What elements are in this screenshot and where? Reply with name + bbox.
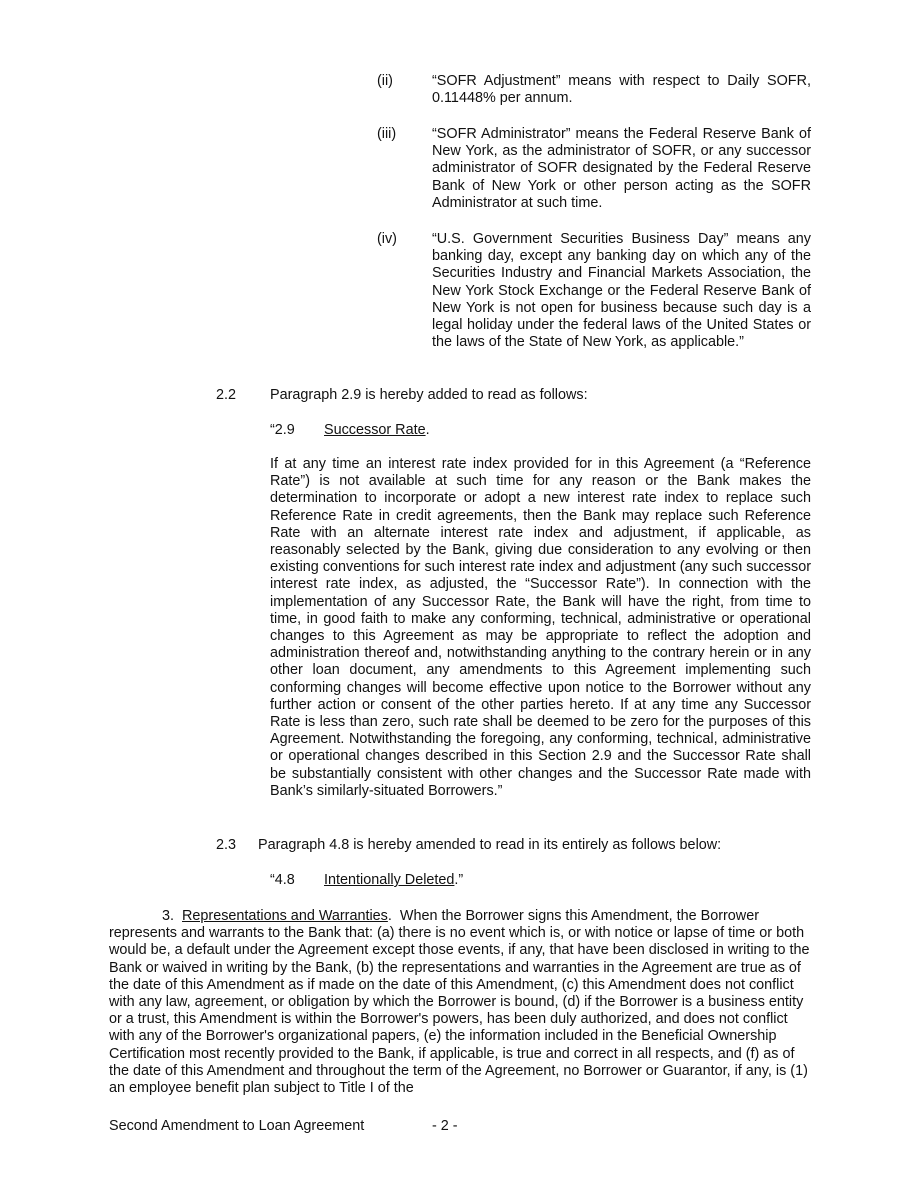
subsection-title-suffix: .” <box>454 872 464 888</box>
section-number: 2.3 <box>216 837 237 853</box>
footer-document-title: Second Amendment to Loan Agreement <box>109 1118 365 1134</box>
subsection-heading <box>324 422 430 439</box>
section-title: Representations and Warranties <box>182 908 388 924</box>
page-number: - 2 - <box>432 1118 458 1134</box>
subsection-title: Intentionally Deleted <box>324 872 455 888</box>
subsection-number: “2.9 <box>270 422 295 438</box>
section-text: Paragraph 2.9 is hereby added to read as follows: <box>270 387 588 403</box>
section-body: When the Borrower signs this Amendment, the Borrower represents and warrants to the Bank that: (a) there is no event which is, or with notice or lapse of time or both would be, a default under the Agreement except those events, if any, that have been disclosed in writing to the Bank or waived in writing by the Bank, (b) the representations and warranties in the Agreement are true as of the date of this Amendment as if made on the date of this Amendment, (c) this Amendment does not conflict with any law, agreement, or obligation by which the Borrower is bound, (d) if the Borrower is a business entity or a trust, this Amendment is within the Borrower's powers, has been duly authorized, and does not conflict with any of the Borrower's organizational papers, (e) the information included in the Beneficial Ownership Certification most recently provided to the Bank, if applicable, is true and correct in all respects, and (f) as of the date of this Amendment and throughout the term of the Agreement, no Borrower or Guarantor, if any, is (1) an employee benefit plan subject to Title I of the <box>109 908 810 1097</box>
definition-text: “SOFR Adjustment” means with respect to Daily SOFR, 0.11448% per annum. <box>432 73 811 107</box>
representations-paragraph <box>109 908 816 1097</box>
definition-number: (iii) <box>377 126 397 142</box>
successor-rate-body: If at any time an interest rate index provided for in this Agreement (a “Reference Rate”) is not available at such time for any reason or the Bank makes the determination to incorporate or adopt a new interest rate index to replace such Reference Rate in credit agreements, then the Bank may replace such Reference Rate with an alternate interest rate index and adjustment, if applicable, as reasonably selected by the Bank, giving due consideration to any evolving or then existing conventions for such interest rate index and adjustment (any such successor interest rate index, as adjusted, the “Successor Rate”). In connection with the implementation of any Successor Rate, the Bank will have the right, from time to time, in good faith to make any conforming, technical, administrative or operational changes to this Agreement as may be appropriate to reflect the adoption and administration thereof and, notwithstanding anything to the contrary herein or in any other loan document, any amendments to this Agreement implementing such conforming changes will become effective upon notice to the Borrower without any further action or consent of the other parties hereto. If at any time any Successor Rate is less than zero, such rate shall be deemed to be zero for the purposes of this Agreement. Notwithstanding the foregoing, any conforming, technical, administrative or operational changes described in this Section 2.9 and the Successor Rate shall be substantially consistent with other changes and the Successor Rate made with Bank’s similarly-situated Borrowers.” <box>270 456 811 799</box>
subsection-title-suffix: . <box>425 422 430 438</box>
section-title-suffix: . <box>387 908 392 924</box>
definition-number: (ii) <box>377 73 393 89</box>
section-number: 3. <box>162 908 175 924</box>
definition-text: “U.S. Government Securities Business Day” means any banking day, except any banking day on which any of the Securities Industry and Financial Markets Association, the New York Stock Exchange or the Federal Reserve Bank of New York is not open for business because such day is a legal holiday under the federal laws of the United States or the laws of the State of New York, as applicable.” <box>432 231 811 351</box>
section-number: 2.2 <box>216 387 237 403</box>
definition-number: (iv) <box>377 231 397 247</box>
subsection-title: Successor Rate <box>324 422 426 438</box>
section-text: Paragraph 4.8 is hereby amended to read in its entirely as follows below: <box>258 837 722 853</box>
subsection-number: “4.8 <box>270 872 295 888</box>
subsection-heading <box>324 872 463 889</box>
definition-text: “SOFR Administrator” means the Federal Reserve Bank of New York, as the administrator of SOFR, or any successor administrator of SOFR designated by the Federal Reserve Bank of New York or other person acting as the SOFR Administrator at such time. <box>432 126 811 211</box>
